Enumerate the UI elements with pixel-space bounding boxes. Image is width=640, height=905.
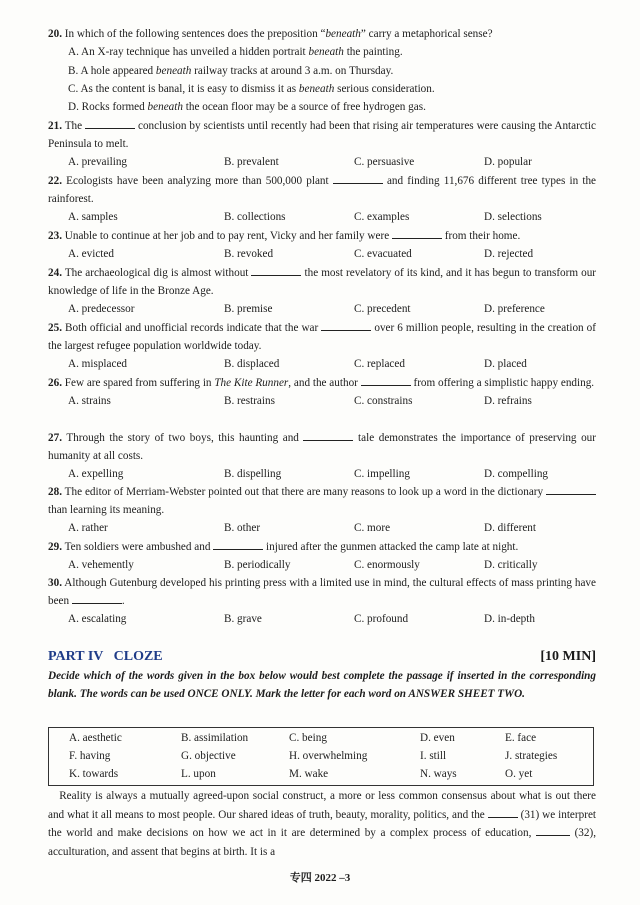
option-d: D. different [484, 522, 536, 535]
option-c: C. replaced [354, 358, 405, 371]
stem-part: the most revelatory of its kind, and it has begun to transform our knowledge of life in the Bronze Age. [48, 267, 597, 298]
answer-blank [85, 117, 135, 129]
option-c: C. enormously [354, 559, 420, 572]
stem-part: The [64, 120, 83, 132]
option-b: B. displaced [224, 358, 280, 371]
answer-blank [333, 172, 383, 184]
option-b: B. dispelling [224, 468, 282, 481]
passage-text: (32), acculturation, and assent that begins at birth. It is a [48, 827, 596, 858]
section-instructions: Decide which of the words given in the box below would best complete the passage if inserted in the corresponding blank. The words can be used ONCE ONLY. Mark the letter for each word on ANSWER SHEET TWO. [48, 670, 596, 700]
option-b: B. A hole appeared beneath railway tracks at around 3 a.m. on Thursday. [68, 64, 394, 77]
option-d: D. critically [484, 559, 538, 572]
answer-blank [251, 264, 301, 276]
question-25 [48, 319, 596, 373]
stem-part: from their home. [444, 230, 521, 242]
option-c: C. precedent [354, 303, 411, 316]
answer-blank [361, 374, 411, 386]
option-d: D. refrains [484, 395, 532, 408]
question-21 [48, 117, 596, 171]
question-29 [48, 538, 596, 574]
option-b: B. other [224, 522, 261, 535]
stem-part: Although Gutenburg developed his printing press with a limited use in mind, the cultural effects of mass printing have been [48, 577, 596, 608]
option-c: C. evacuated [354, 248, 412, 261]
option-b: B. prevalent [224, 156, 279, 169]
passage-text: Reality is always a mutually agreed-upon social construct, a more or less common consensus about what is out there and what it all means to most people. Our shared ideas of truth, beauty, morality, politics, and the [48, 790, 596, 821]
answer-blank-32 [536, 824, 570, 836]
stem-part: Unable to continue at her job and to pay rent, Vicky and her family were [64, 230, 390, 242]
question-22 [48, 172, 596, 226]
question-number: 25. [48, 322, 62, 334]
stem-part: Through the story of two boys, this haunting and [66, 432, 299, 444]
option-a: A. evicted [68, 248, 114, 261]
question-28 [48, 483, 596, 537]
question-number: 27. [48, 432, 62, 444]
word-option: L. upon [181, 768, 216, 780]
stem-part: and finding 11,676 different tree types in the rainforest. [48, 175, 596, 206]
stem-part: conclusion by scientists until recently had been that rising air temperatures were causing the Antarctic Peninsula to melt. [48, 120, 596, 151]
stem-part: Few are spared from suffering in [64, 377, 212, 389]
option-b: B. revoked [224, 248, 274, 261]
passage-text: (31) we interpret the world and make decisions on how we act in it are determined by a complex process of education, [48, 808, 597, 839]
stem-part: over 6 million people, resulting in the creation of the largest refugee population worldwide today. [48, 322, 596, 353]
book-title: The Kite Runner [214, 377, 289, 389]
word-option: O. yet [505, 768, 533, 780]
question-number: 26. [48, 377, 62, 389]
option-c: C. persuasive [354, 156, 415, 169]
answer-blank [213, 538, 263, 550]
word-option: H. overwhelming [289, 750, 368, 762]
word-option: A. aesthetic [69, 732, 122, 744]
word-option: J. strategies [505, 750, 558, 762]
question-number: 30. [48, 577, 62, 589]
option-d: D. popular [484, 156, 532, 169]
section-time: [10 MIN] [540, 649, 596, 664]
option-d: D. rejected [484, 248, 534, 261]
question-27 [48, 429, 596, 483]
answer-blank [546, 483, 596, 495]
question-number: 20. [48, 28, 62, 40]
option-d: D. preference [484, 303, 545, 316]
option-d: D. in-depth [484, 613, 535, 626]
option-c: C. constrains [354, 395, 413, 408]
stem-part: Ecologists have been analyzing more than 500,000 plant [66, 175, 329, 187]
option-d: D. Rocks formed beneath the ocean floor may be a source of free hydrogen gas. [68, 101, 426, 114]
question-number: 28. [48, 486, 62, 498]
word-option: C. being [289, 732, 327, 744]
cloze-passage [48, 787, 596, 861]
option-a: A. prevailing [68, 156, 128, 169]
stem-part: tale demonstrates the importance of preserving our humanity at all costs. [48, 432, 596, 463]
answer-blank [392, 227, 442, 239]
option-c: C. more [354, 522, 391, 535]
stem-part: , and the author [288, 377, 358, 389]
option-c: C. impelling [354, 468, 410, 481]
option-a: A. rather [68, 522, 108, 535]
word-box [48, 727, 594, 786]
word-option: I. still [420, 750, 447, 762]
question-30 [48, 574, 596, 628]
word-option: B. assimilation [181, 732, 249, 744]
option-d: D. compelling [484, 468, 549, 481]
answer-blank [303, 429, 353, 441]
option-c: C. examples [354, 211, 410, 224]
word-option: N. ways [420, 768, 457, 780]
question-24 [48, 264, 596, 318]
question-23 [48, 227, 596, 263]
question-20 [48, 25, 596, 116]
page-footer: 专四 2022 –3 [289, 872, 351, 884]
option-a: A. samples [68, 211, 118, 224]
answer-blank [72, 592, 122, 604]
word-option: D. even [420, 732, 455, 744]
option-c: C. profound [354, 613, 409, 626]
option-a: A. strains [68, 395, 111, 408]
option-b: B. periodically [224, 559, 291, 572]
stem-part: The editor of Merriam-Webster pointed out that there are many reasons to look up a word in the dictionary [64, 486, 544, 498]
section-heading [48, 648, 596, 666]
option-a: A. expelling [68, 468, 124, 481]
word-option: K. towards [69, 768, 119, 780]
question-number: 29. [48, 541, 62, 553]
stem-part: The archaeological dig is almost without [64, 267, 249, 279]
word-option: M. wake [289, 768, 329, 780]
stem-part: Ten soldiers were ambushed and [64, 541, 211, 553]
answer-blank-31 [488, 806, 518, 818]
question-26 [48, 374, 596, 410]
option-b: B. restrains [224, 395, 275, 408]
answer-blank [321, 319, 371, 331]
option-a: A. vehemently [68, 559, 134, 572]
section-title: PART IV CLOZE [48, 649, 163, 664]
option-a: A. An X-ray technique has unveiled a hidden portrait beneath the painting. [68, 46, 403, 59]
question-number: 24. [48, 267, 62, 279]
option-d: D. placed [484, 358, 527, 371]
stem-part: Both official and unofficial records indicate that the war [65, 322, 319, 334]
option-c: C. As the content is banal, it is easy to dismiss it as beneath serious consideration. [68, 82, 435, 95]
option-b: B. premise [224, 303, 273, 316]
option-a: A. misplaced [68, 358, 128, 371]
stem-part: injured after the gunmen attacked the camp late at night. [266, 541, 519, 553]
option-d: D. selections [484, 211, 542, 224]
option-b: B. grave [224, 613, 262, 626]
stem-part: than learning its meaning. [48, 504, 165, 517]
word-option: G. objective [181, 750, 236, 762]
question-number: 22. [48, 175, 62, 187]
question-number: 21. [48, 120, 62, 132]
option-a: A. predecessor [68, 303, 135, 316]
option-b: B. collections [224, 211, 286, 224]
question-number: 23. [48, 230, 62, 242]
question-stem: In which of the following sentences does the preposition “beneath” carry a metaphorical sense? [64, 28, 493, 40]
option-a: A. escalating [68, 613, 127, 626]
stem-part: . [121, 595, 125, 608]
word-option: E. face [505, 732, 537, 744]
stem-part: from offering a simplistic happy ending. [413, 377, 595, 389]
word-option: F. having [69, 750, 111, 762]
